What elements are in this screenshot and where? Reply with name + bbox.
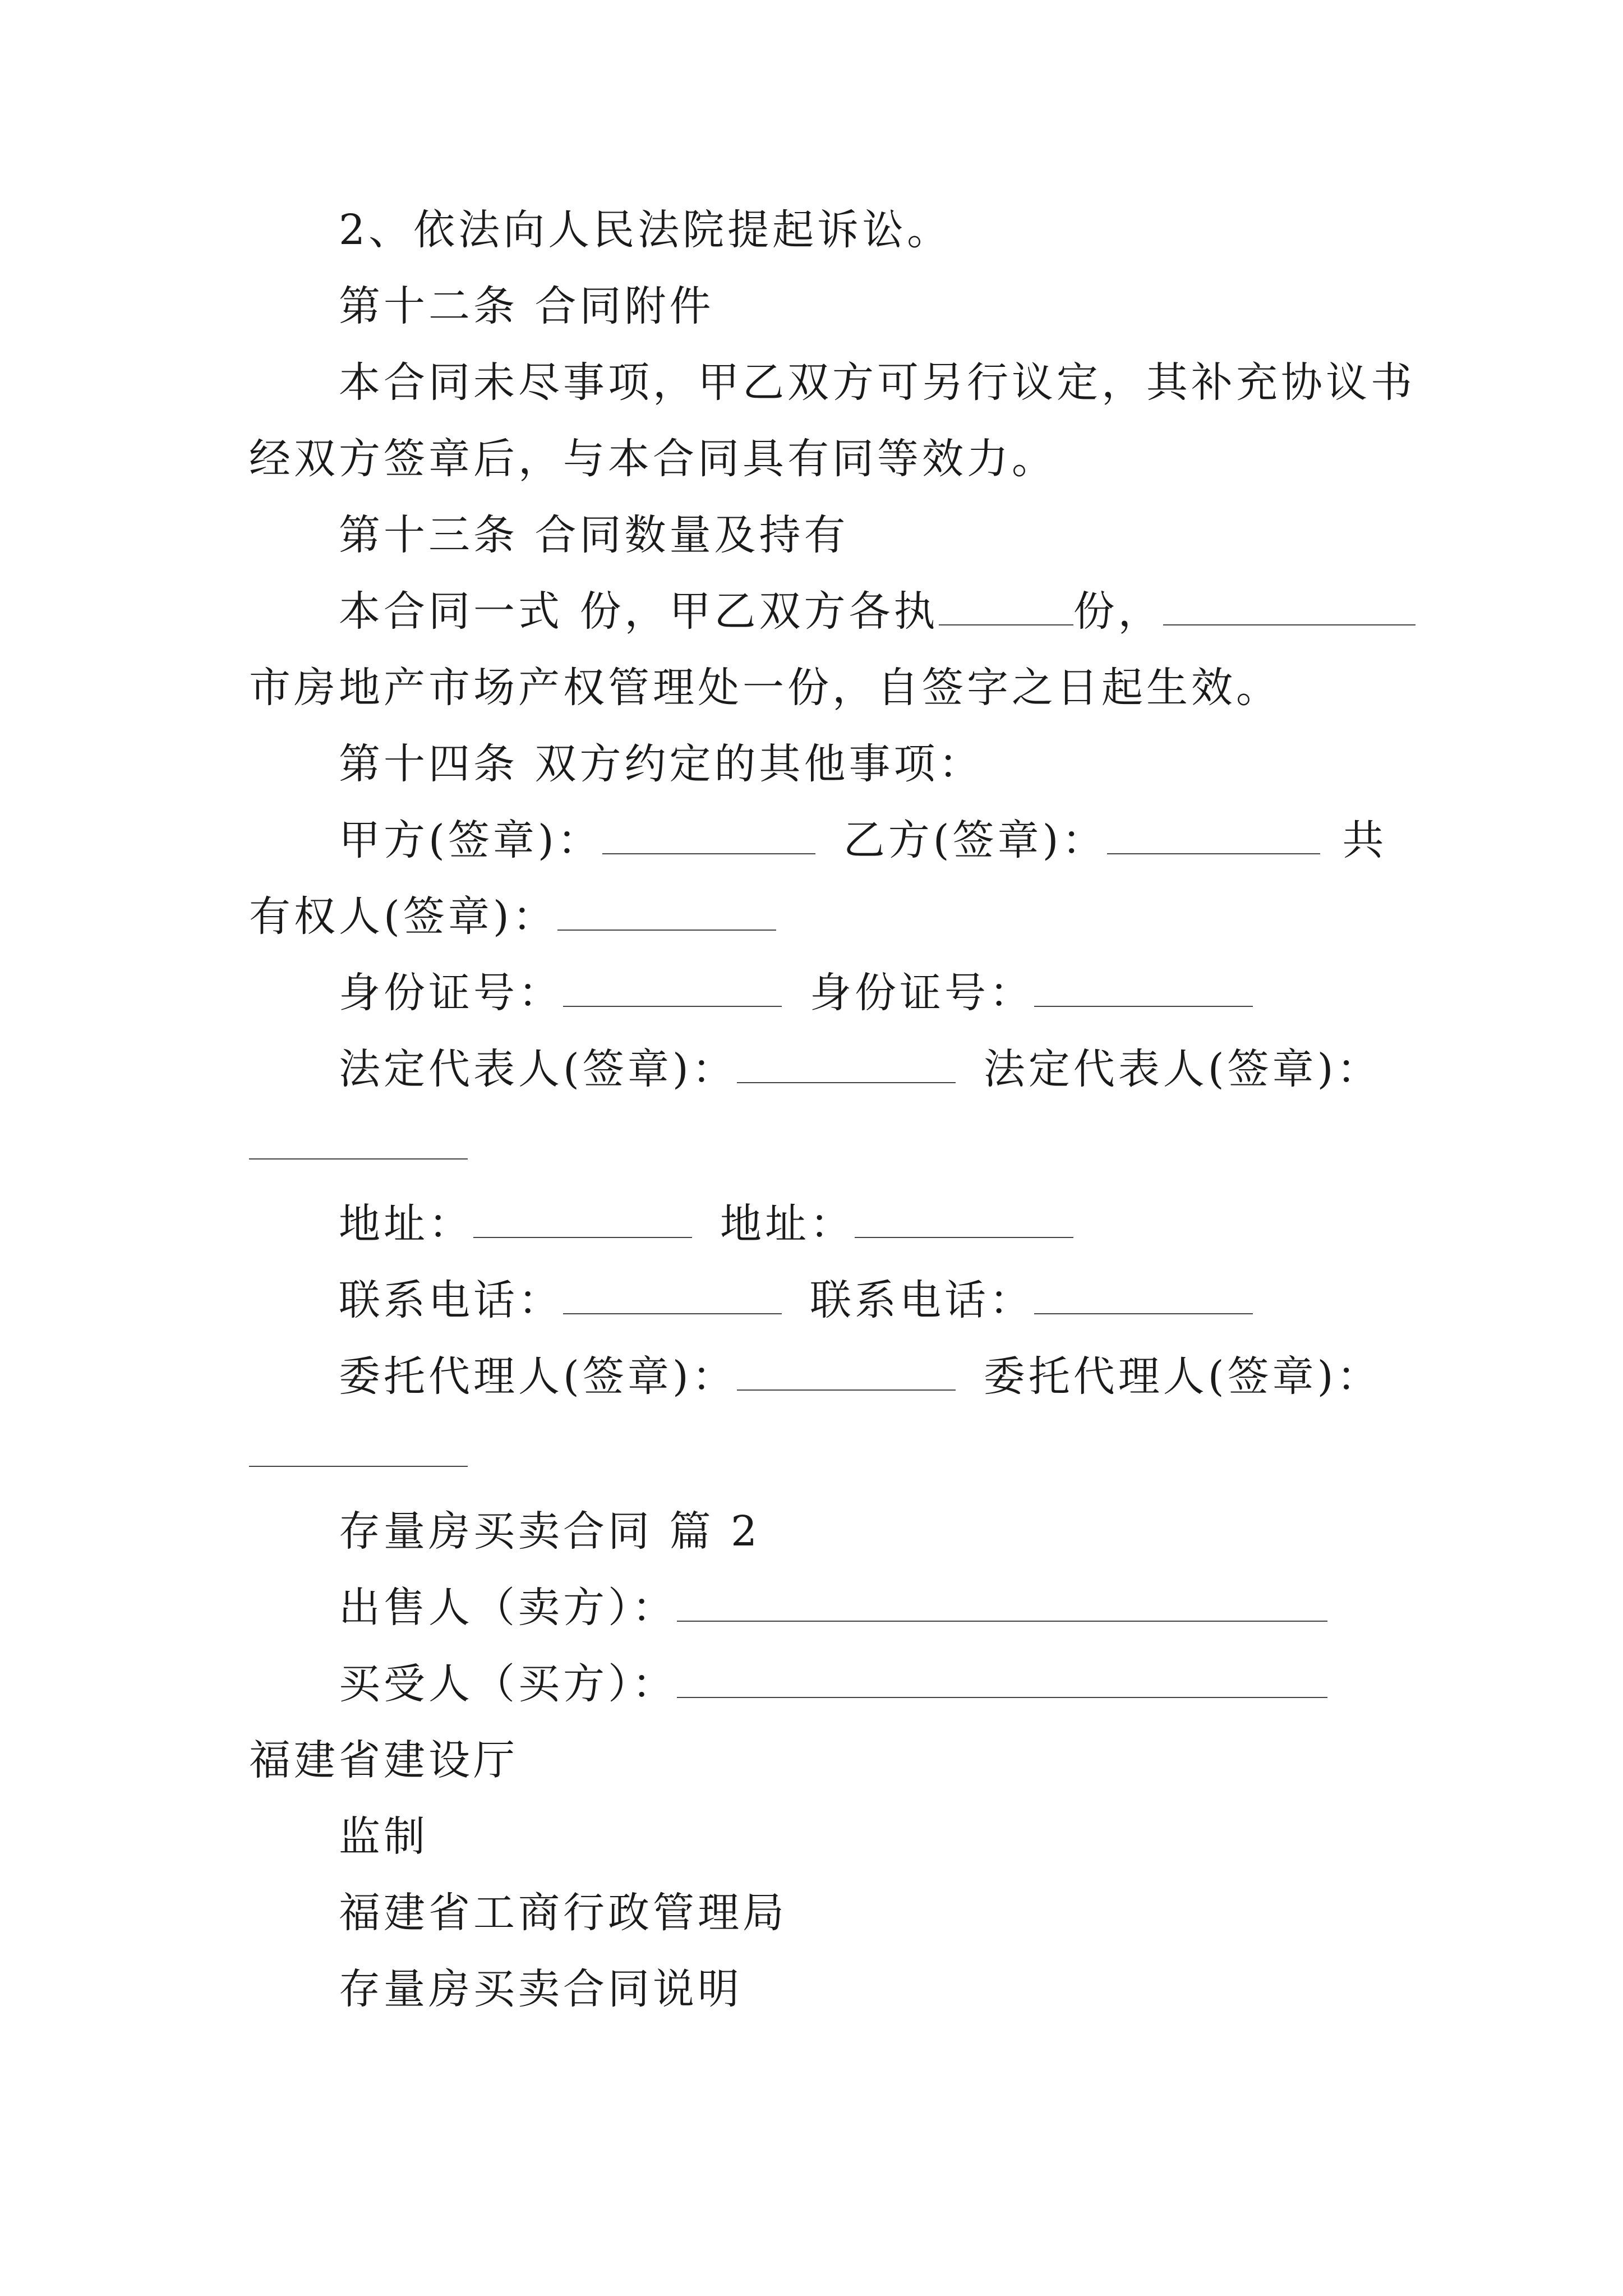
article-13-text-a: 本合同一式 份，甲乙双方各执 [339,587,939,636]
party-a-address-label: 地址： [339,1200,473,1248]
party-a-id-label: 身份证号： [339,969,563,1017]
co-owner-signature-blank[interactable] [557,896,776,931]
party-b-label: 乙方(签章)： [843,816,1107,864]
clause-litigation: 2、依法向人民法院提起诉讼。 [339,206,952,254]
article-13-text-b: 份， [1073,587,1163,636]
article-13-body-line-1 [339,587,1415,636]
co-owner-label: 有权人(签章)： [249,892,557,941]
party-a-agent-label: 委托代理人(签章)： [339,1352,737,1401]
co-owner-label-start: 共 [1342,816,1387,864]
agent-line [339,1352,1382,1401]
buyer-blank[interactable] [677,1663,1327,1698]
party-a-label: 甲方(签章)： [339,816,602,864]
party-a-id-blank[interactable] [563,972,782,1007]
party-a-address-blank[interactable] [473,1203,692,1238]
party-b-agent-blank[interactable] [249,1465,468,1467]
party-b-address-blank[interactable] [855,1203,1073,1238]
party-a-agent-blank[interactable] [737,1356,956,1391]
party-b-agent-label: 委托代理人(签章)： [983,1352,1382,1401]
signature-party-line [339,816,1387,864]
party-b-id-label: 身份证号： [810,969,1034,1017]
article-13-body-line-2: 市房地产市场产权管理处一份，自签字之日起生效。 [249,664,1281,712]
contract-instructions-heading: 存量房买卖合同说明 [339,1965,743,2013]
legal-rep-line [339,1045,1382,1093]
party-b-legal-rep-blank[interactable] [249,1157,468,1159]
party-a-legal-rep-blank[interactable] [737,1048,956,1083]
party-a-legal-rep-label: 法定代表人(签章)： [339,1045,737,1093]
address-line [339,1200,1073,1248]
seller-line [339,1584,1327,1632]
party-b-address-label: 地址： [720,1200,855,1248]
issuer-commerce: 福建省工商行政管理局 [339,1889,787,1937]
supervision-label: 监制 [339,1812,428,1861]
party-b-legal-rep-label: 法定代表人(签章)： [983,1045,1382,1093]
phone-line [339,1276,1253,1324]
article-12-heading: 第十二条 合同附件 [339,282,714,330]
co-owner-line [249,892,776,941]
party-b-signature-blank[interactable] [1107,820,1320,854]
id-number-line [339,969,1253,1017]
party-b-id-blank[interactable] [1034,972,1253,1007]
article-12-body-line-1: 本合同未尽事项，甲乙双方可另行议定，其补充协议书 [339,358,1415,407]
party-a-phone-label: 联系电话： [339,1276,563,1324]
party-a-phone-blank[interactable] [563,1280,782,1314]
seller-blank[interactable] [677,1587,1327,1622]
contract-2-heading: 存量房买卖合同 篇 2 [339,1507,761,1556]
party-a-signature-blank[interactable] [602,820,815,854]
buyer-line [339,1660,1327,1708]
article-13-heading: 第十三条 合同数量及持有 [339,511,849,559]
copies-each-blank[interactable] [939,591,1073,625]
issuer-construction: 福建省建设厅 [249,1736,518,1784]
article-14-heading: 第十四条 双方约定的其他事项： [339,740,984,788]
seller-label: 出售人（卖方）： [339,1584,677,1632]
city-blank[interactable] [1163,591,1415,625]
buyer-label: 买受人（买方）： [339,1660,677,1708]
party-b-phone-blank[interactable] [1034,1280,1253,1314]
party-b-phone-label: 联系电话： [810,1276,1034,1324]
article-12-body-line-2: 经双方签章后，与本合同具有同等效力。 [249,435,1057,483]
